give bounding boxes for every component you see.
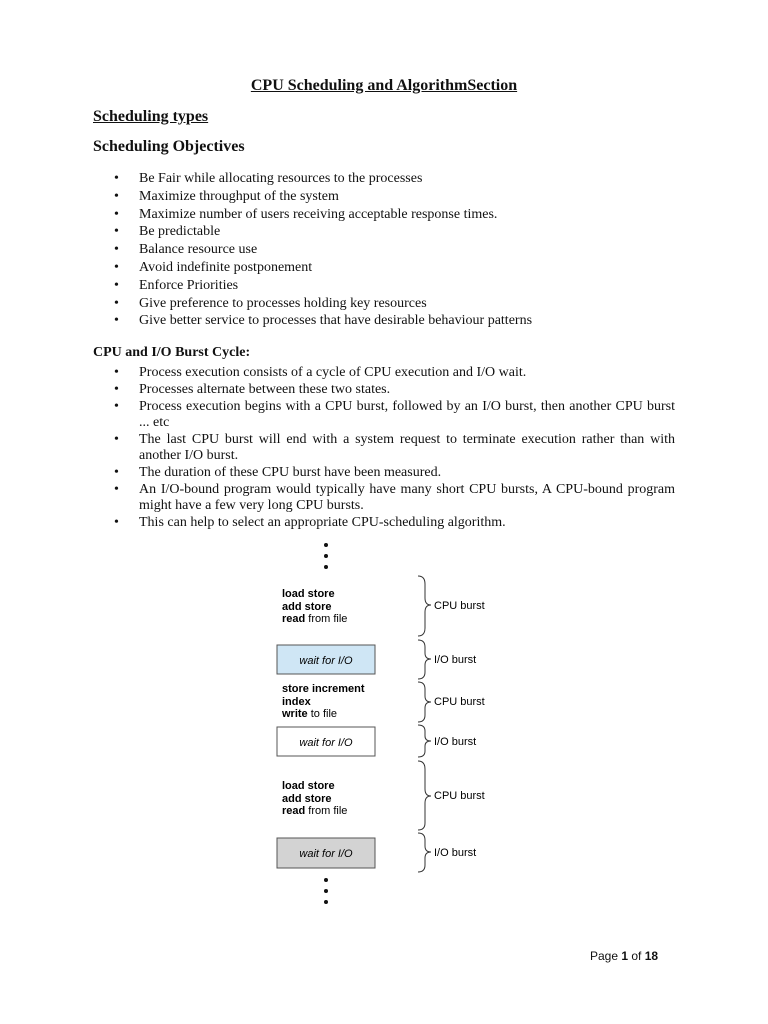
list-item: • Maximize throughput of the system: [93, 189, 675, 205]
brace-cpu-1: [418, 576, 431, 636]
brace-cpu-3: [418, 761, 431, 830]
list-item: • Give preference to processes holding key resources: [93, 296, 675, 312]
io-burst-label: I/O burst: [434, 847, 477, 859]
list-item: • Processes alternate between these two states.: [93, 382, 675, 398]
brace-io-3: [418, 833, 431, 872]
ellipsis-top: [324, 543, 328, 569]
heading-burst-cycle: CPU and I/O Burst Cycle:: [93, 345, 251, 360]
list-item: • Be predictable: [93, 224, 675, 240]
instruction-line: index: [282, 696, 311, 708]
list-item: • Process execution begins with a CPU burst, followed by an I/O burst, then another CPU burst ... etc: [93, 399, 675, 431]
cpu-instructions-3: [282, 780, 347, 817]
wait-label: wait for I/O: [299, 655, 353, 667]
list-item: • Maximize number of users receiving acceptable response times.: [93, 207, 675, 223]
cpu-burst-label: CPU burst: [434, 600, 485, 612]
list-item: • Be Fair while allocating resources to the processes: [93, 171, 675, 187]
io-burst-label: I/O burst: [434, 654, 477, 666]
instruction-line: write to file: [282, 708, 338, 720]
cpu-burst-label: CPU burst: [434, 790, 485, 802]
ellipsis-bottom: [324, 878, 328, 904]
document-title: CPU Scheduling and AlgorithmSection: [250, 77, 518, 94]
wait-io-box-2: [277, 727, 375, 756]
cpu-instructions-1: [282, 588, 347, 625]
instruction-line: add store: [282, 601, 332, 613]
list-item: • The duration of these CPU burst have been measured.: [93, 465, 675, 481]
instruction-line: load store: [282, 588, 335, 600]
list-item: • The last CPU burst will end with a system request to terminate execution rather than with another I/O burst.: [93, 432, 675, 464]
io-burst-label: I/O burst: [434, 736, 477, 748]
instruction-line: store increment: [282, 683, 365, 695]
list-item: • Balance resource use: [93, 242, 675, 258]
wait-label: wait for I/O: [299, 737, 353, 749]
list-item: • An I/O-bound program would typically have many short CPU bursts, A CPU-bound program might have a few very long CPU bursts.: [93, 482, 675, 514]
page-indicator: Page 1 of 18: [590, 949, 659, 963]
brace-io-2: [418, 725, 431, 757]
list-item: • This can help to select an appropriate CPU-scheduling algorithm.: [93, 515, 675, 531]
heading-scheduling-objectives: Scheduling Objectives: [93, 138, 245, 155]
list-item: • Avoid indefinite postponement: [93, 260, 675, 276]
list-item: • Process execution consists of a cycle of CPU execution and I/O wait.: [93, 365, 675, 381]
heading-scheduling-types: Scheduling types: [93, 108, 209, 125]
wait-io-box-1: [277, 645, 375, 674]
total-pages: 18: [644, 949, 659, 963]
instruction-line: load store: [282, 780, 335, 792]
brace-io-1: [418, 640, 431, 679]
list-item: • Enforce Priorities: [93, 278, 675, 294]
wait-io-box-3: [277, 838, 375, 868]
list-item: • Give better service to processes that have desirable behaviour patterns: [93, 313, 675, 329]
cpu-burst-label: CPU burst: [434, 696, 485, 708]
instruction-line: read from file: [282, 805, 348, 817]
brace-cpu-2: [418, 682, 431, 722]
current-page: 1: [621, 949, 629, 963]
instruction-line: add store: [282, 793, 332, 805]
instruction-line: read from file: [282, 613, 348, 625]
wait-label: wait for I/O: [299, 848, 353, 860]
cpu-instructions-2: [281, 683, 365, 720]
